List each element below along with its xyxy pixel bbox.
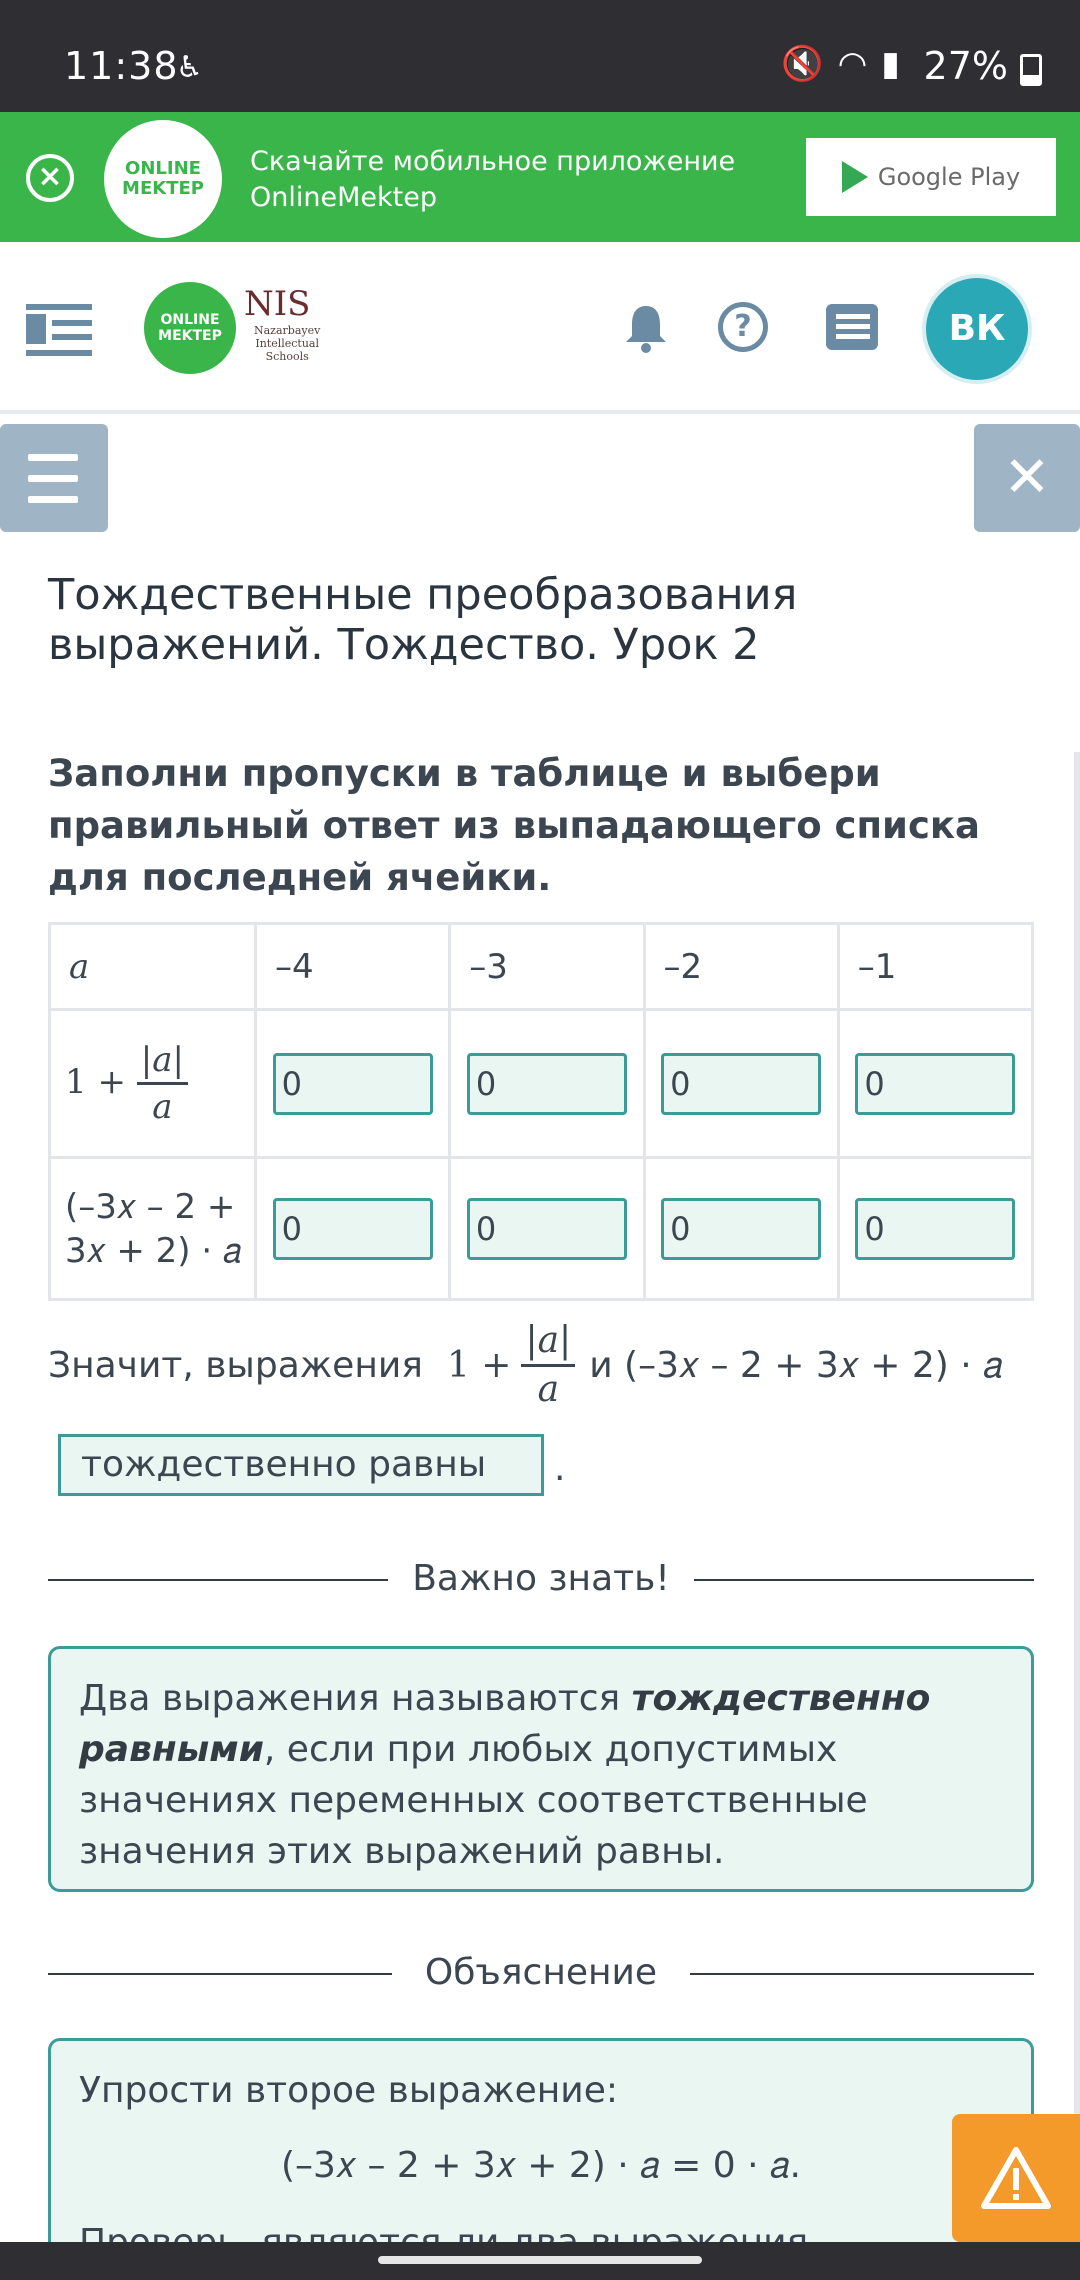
fraction-denominator: a	[537, 1369, 560, 1410]
warning-icon	[952, 2114, 1080, 2242]
table-cell: –3	[450, 924, 644, 1010]
google-play-button[interactable]	[806, 138, 1056, 216]
top-header	[0, 242, 1080, 414]
answer-input[interactable]: 0	[661, 1198, 821, 1260]
answer-input[interactable]: 0	[855, 1198, 1015, 1260]
battery-percent: 27%	[923, 44, 1008, 88]
page-title: Тождественные преобразования выражений. Тождество. Урок 2	[48, 570, 798, 670]
mute-icon: 🔇	[781, 44, 824, 84]
status-bar	[0, 0, 1080, 112]
banner-promo-text	[250, 144, 735, 216]
expr1-prefix: 1 +	[65, 1062, 126, 1102]
answer-input[interactable]: 0	[855, 1053, 1015, 1115]
nis-sub-2: Intellectual	[255, 337, 319, 350]
expr2-line-1: (–3𝑥 – 2 +	[65, 1186, 236, 1227]
lesson-menu-button[interactable]	[0, 424, 108, 532]
a-label: a	[69, 946, 90, 987]
header-logo-text-1: ONLINE	[160, 312, 220, 328]
explanation-heading: Объяснение	[401, 1952, 681, 1993]
table-cell	[838, 1158, 1032, 1300]
nis-logo	[244, 284, 320, 363]
conclusion-suffix: .	[554, 1448, 566, 1489]
table-cell	[256, 1158, 450, 1300]
conclusion-text	[48, 1318, 1048, 1413]
conclusion-fraction	[521, 1318, 575, 1413]
close-banner-button[interactable]: ×	[26, 154, 74, 202]
answer-input[interactable]: 0	[273, 1198, 433, 1260]
table-cell: –1	[838, 924, 1032, 1010]
important-heading: Важно знать!	[388, 1558, 694, 1599]
answer-input[interactable]: 0	[273, 1053, 433, 1115]
promo-line-1: Скачайте мобильное приложение	[250, 146, 736, 177]
explanation-divider	[48, 1948, 1034, 1998]
conclusion-expr-prefix: 1 +	[446, 1345, 512, 1386]
answer-dropdown[interactable]: тождественно равны	[58, 1434, 544, 1496]
battery-icon	[1020, 54, 1042, 86]
explanation-formula: (–3𝑥 – 2 + 3𝑥 + 2) · 𝑎 = 0 · 𝑎.	[281, 2145, 801, 2186]
app-banner	[0, 112, 1080, 242]
explanation-line-1: Упрости второе выражение:	[79, 2070, 618, 2111]
header-logo-text-2: MEKTEP	[158, 328, 222, 344]
answer-input[interactable]: 0	[467, 1053, 627, 1115]
table-cell	[838, 1010, 1032, 1158]
answer-input[interactable]: 0	[661, 1053, 821, 1115]
fraction-denominator: a	[152, 1087, 173, 1127]
row-label-expression-1	[50, 1010, 256, 1158]
promo-line-2: OnlineMektep	[250, 182, 437, 213]
accessibility-icon: ♿	[176, 50, 203, 85]
nis-title: NIS	[244, 284, 311, 324]
conclusion-prefix: Значит, выражения	[48, 1345, 423, 1386]
important-box	[48, 1646, 1034, 1892]
fraction-numerator: |a|	[521, 1318, 575, 1367]
table-cell	[450, 1158, 644, 1300]
expr2-line-2: 3𝑥 + 2) · 𝑎	[65, 1230, 242, 1271]
system-nav-bar	[0, 2242, 1080, 2280]
nis-sub-1: Nazarbayev	[254, 324, 321, 337]
onlinemektep-logo	[104, 120, 222, 238]
close-lesson-button[interactable]	[974, 424, 1080, 532]
important-divider	[48, 1554, 1034, 1604]
conclusion-middle: и (–3𝑥 – 2 + 3𝑥 + 2) · 𝑎	[589, 1344, 1003, 1386]
table-row	[50, 1010, 1033, 1158]
fraction-numerator: |a|	[137, 1038, 188, 1085]
scrollbar[interactable]	[1074, 752, 1080, 2252]
table-cell	[256, 1010, 450, 1158]
logo-text-1: ONLINE	[125, 158, 201, 179]
table-header-a	[50, 924, 256, 1010]
table-cell	[644, 1010, 838, 1158]
status-time: 11:38	[64, 44, 179, 88]
wifi-icon: ◠	[837, 44, 868, 84]
answer-input[interactable]: 0	[467, 1198, 627, 1260]
row-label-expression-2	[50, 1158, 256, 1300]
values-table	[48, 922, 1034, 1301]
close-icon: ✕	[1003, 445, 1051, 510]
report-problem-button[interactable]	[952, 2114, 1080, 2242]
table-cell: –4	[256, 924, 450, 1010]
important-text-bold: тождественно равными	[79, 1678, 931, 1770]
lessons-list-icon[interactable]	[826, 304, 878, 350]
nis-sub-3: Schools	[265, 350, 309, 363]
home-gesture-handle[interactable]	[378, 2256, 702, 2264]
user-avatar[interactable]: ВК	[926, 278, 1028, 380]
fraction	[137, 1038, 188, 1129]
google-play-label: Google Play	[877, 163, 1021, 191]
system-icons	[781, 44, 900, 84]
table-cell: –2	[644, 924, 838, 1010]
table-cell	[644, 1158, 838, 1300]
menu-toggle-button[interactable]	[26, 300, 92, 358]
table-cell	[450, 1010, 644, 1158]
table-row	[50, 924, 1033, 1010]
table-row	[50, 1158, 1033, 1300]
important-text-2: , если при любых допустимых значениях переменных соответственные значения этих выражений равны.	[79, 1729, 868, 1872]
header-logo[interactable]	[144, 282, 236, 374]
google-play-icon	[842, 161, 868, 193]
notifications-bell-icon[interactable]	[622, 302, 670, 354]
help-icon[interactable]: ?	[718, 302, 768, 352]
logo-text-2: MEKTEP	[122, 178, 204, 199]
signal-icon: ▮	[881, 44, 900, 84]
task-instruction: Заполни пропуски в таблице и выбери правильный ответ из выпадающего списка для последней ячейки.	[48, 752, 980, 899]
important-text-1: Два выражения называются	[79, 1678, 632, 1719]
